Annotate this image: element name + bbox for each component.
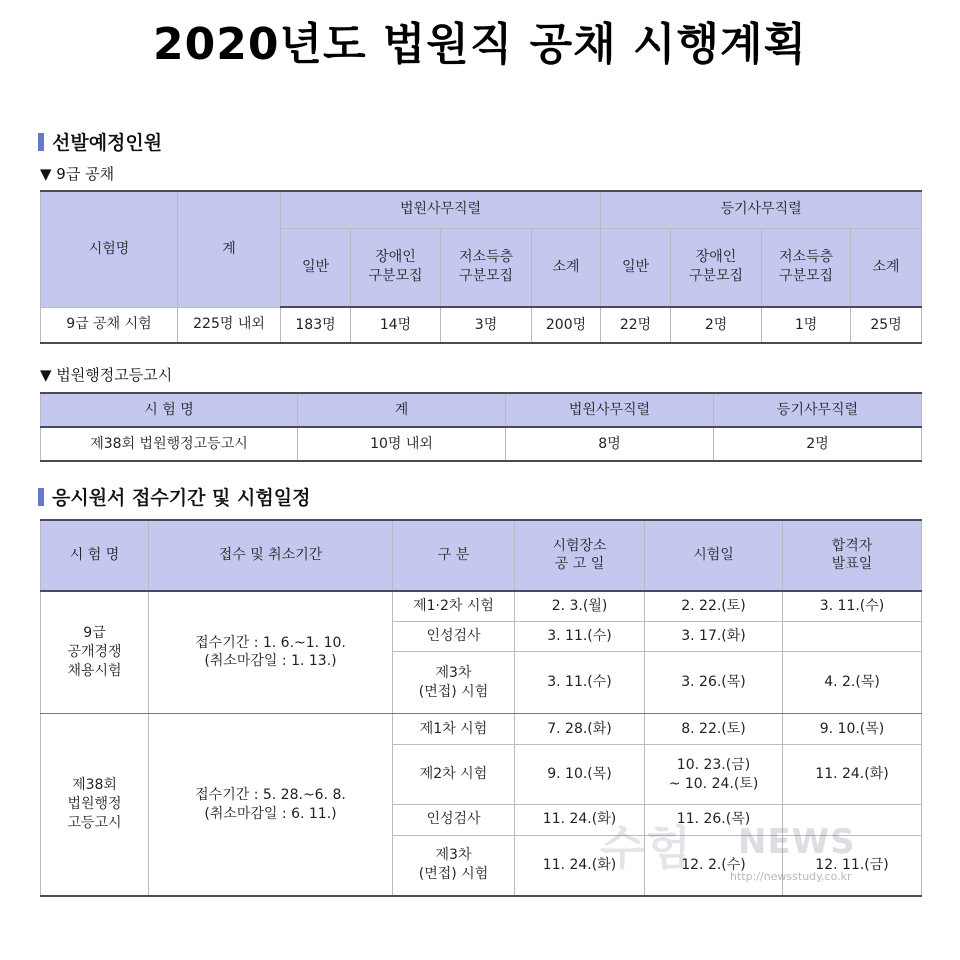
page-title: 2020년도 법원직 공채 시행계획 <box>153 19 807 70</box>
cell-category: 제2차 시험 <box>393 745 515 805</box>
table-row <box>41 591 922 621</box>
header-court-clerk: 법원사무직렬 <box>506 393 714 427</box>
header-registry-clerk: 등기사무직렬 <box>714 393 922 427</box>
selection-table-9th-grade <box>40 190 922 344</box>
cell-application-period: 접수기간 : 1. 6.~1. 10. (취소마감일 : 1. 13.) <box>149 591 393 714</box>
heading-bar-marker <box>38 488 44 506</box>
cell-exam-name: 제38회 법원행정고등고시 <box>41 427 298 461</box>
cell-venue-notice-date: 3. 11.(수) <box>515 652 645 714</box>
watermark-news-text: NEWS <box>738 822 856 862</box>
header-low-income: 저소득층 구분모집 <box>441 228 532 307</box>
cell-registry-clerk: 2명 <box>714 427 922 461</box>
cell-venue-notice-date: 7. 28.(화) <box>515 714 645 745</box>
cell-registry-disabled: 2명 <box>671 307 762 343</box>
heading-bar-marker <box>38 133 44 151</box>
cell-court-disabled: 14명 <box>351 307 441 343</box>
header-exam-date: 시험일 <box>645 520 783 591</box>
section-heading-schedule <box>38 483 310 510</box>
cell-exam-date: 12. 2.(수) <box>645 835 783 896</box>
header-venue-notice-date: 시험장소 공 고 일 <box>515 520 645 591</box>
cell-court-clerk: 8명 <box>506 427 714 461</box>
cell-court-subtotal: 200명 <box>532 307 601 343</box>
header-registry-clerk: 등기사무직렬 <box>601 191 922 228</box>
watermark-main-text: 수험 <box>600 821 693 875</box>
cell-exam-name: 제38회 법원행정 고등고시 <box>41 714 149 896</box>
cell-registry-general: 22명 <box>601 307 671 343</box>
cell-court-general: 183명 <box>281 307 351 343</box>
cell-venue-notice-date: 11. 24.(화) <box>515 835 645 896</box>
cell-venue-notice-date: 3. 11.(수) <box>515 621 645 651</box>
header-total: 계 <box>298 393 506 427</box>
cell-exam-date: 3. 26.(목) <box>645 652 783 714</box>
cell-result-date: 9. 10.(목) <box>783 714 922 745</box>
selection-table-high-exam <box>40 392 922 462</box>
cell-exam-date: 8. 22.(토) <box>645 714 783 745</box>
cell-exam-name: 9급 공개경쟁 채용시험 <box>41 591 149 714</box>
header-exam-name: 시험명 <box>41 191 178 307</box>
table-row <box>41 427 922 461</box>
header-exam-name: 시 험 명 <box>41 520 149 591</box>
cell-category: 제1·2차 시험 <box>393 591 515 621</box>
cell-exam-name: 9급 공채 시험 <box>41 307 178 343</box>
header-result-date: 합격자 발표일 <box>783 520 922 591</box>
header-general: 일반 <box>601 228 671 307</box>
cell-category: 인성검사 <box>393 805 515 835</box>
header-disabled: 장애인 구분모집 <box>671 228 762 307</box>
header-court-clerk: 법원사무직렬 <box>281 191 601 228</box>
header-total: 계 <box>178 191 281 307</box>
header-disabled: 장애인 구분모집 <box>351 228 441 307</box>
cell-result-date: 3. 11.(수) <box>783 591 922 621</box>
schedule-table <box>40 519 922 897</box>
cell-result-date <box>783 805 922 835</box>
cell-registry-subtotal: 25명 <box>851 307 922 343</box>
watermark-url: http://newsstudy.co.kr <box>730 870 852 883</box>
cell-venue-notice-date: 9. 10.(목) <box>515 745 645 805</box>
sub-heading-9th-grade: ▼ 9급 공채 <box>40 165 115 183</box>
cell-venue-notice-date: 2. 3.(월) <box>515 591 645 621</box>
cell-category: 제3차 (면접) 시험 <box>393 652 515 714</box>
section-heading-selection <box>38 128 162 155</box>
cell-exam-date: 10. 23.(금) ~ 10. 24.(토) <box>645 745 783 805</box>
cell-exam-date: 11. 26.(목) <box>645 805 783 835</box>
table-row <box>41 714 922 745</box>
cell-result-date <box>783 621 922 651</box>
cell-exam-date: 2. 22.(토) <box>645 591 783 621</box>
header-general: 일반 <box>281 228 351 307</box>
table-row <box>41 307 922 343</box>
sub-heading-high-exam: ▼ 법원행정고등고시 <box>40 366 173 384</box>
cell-registry-low-income: 1명 <box>762 307 851 343</box>
cell-result-date: 11. 24.(화) <box>783 745 922 805</box>
cell-category: 제1차 시험 <box>393 714 515 745</box>
section-heading-label: 선발예정인원 <box>52 132 163 154</box>
header-low-income: 저소득층 구분모집 <box>762 228 851 307</box>
cell-application-period: 접수기간 : 5. 28.~6. 8. (취소마감일 : 6. 11.) <box>149 714 393 896</box>
header-category: 구 분 <box>393 520 515 591</box>
cell-court-low-income: 3명 <box>441 307 532 343</box>
cell-category: 인성검사 <box>393 621 515 651</box>
cell-category: 제3차 (면접) 시험 <box>393 835 515 896</box>
cell-result-date: 12. 11.(금) <box>783 835 922 896</box>
cell-venue-notice-date: 11. 24.(화) <box>515 805 645 835</box>
cell-exam-date: 3. 17.(화) <box>645 621 783 651</box>
cell-total: 10명 내외 <box>298 427 506 461</box>
cell-result-date: 4. 2.(목) <box>783 652 922 714</box>
header-exam-name: 시 험 명 <box>41 393 298 427</box>
header-subtotal: 소계 <box>532 228 601 307</box>
header-application-period: 접수 및 취소기간 <box>149 520 393 591</box>
section-heading-label: 응시원서 접수기간 및 시험일정 <box>52 487 311 509</box>
cell-total: 225명 내외 <box>178 307 281 343</box>
header-subtotal: 소계 <box>851 228 922 307</box>
